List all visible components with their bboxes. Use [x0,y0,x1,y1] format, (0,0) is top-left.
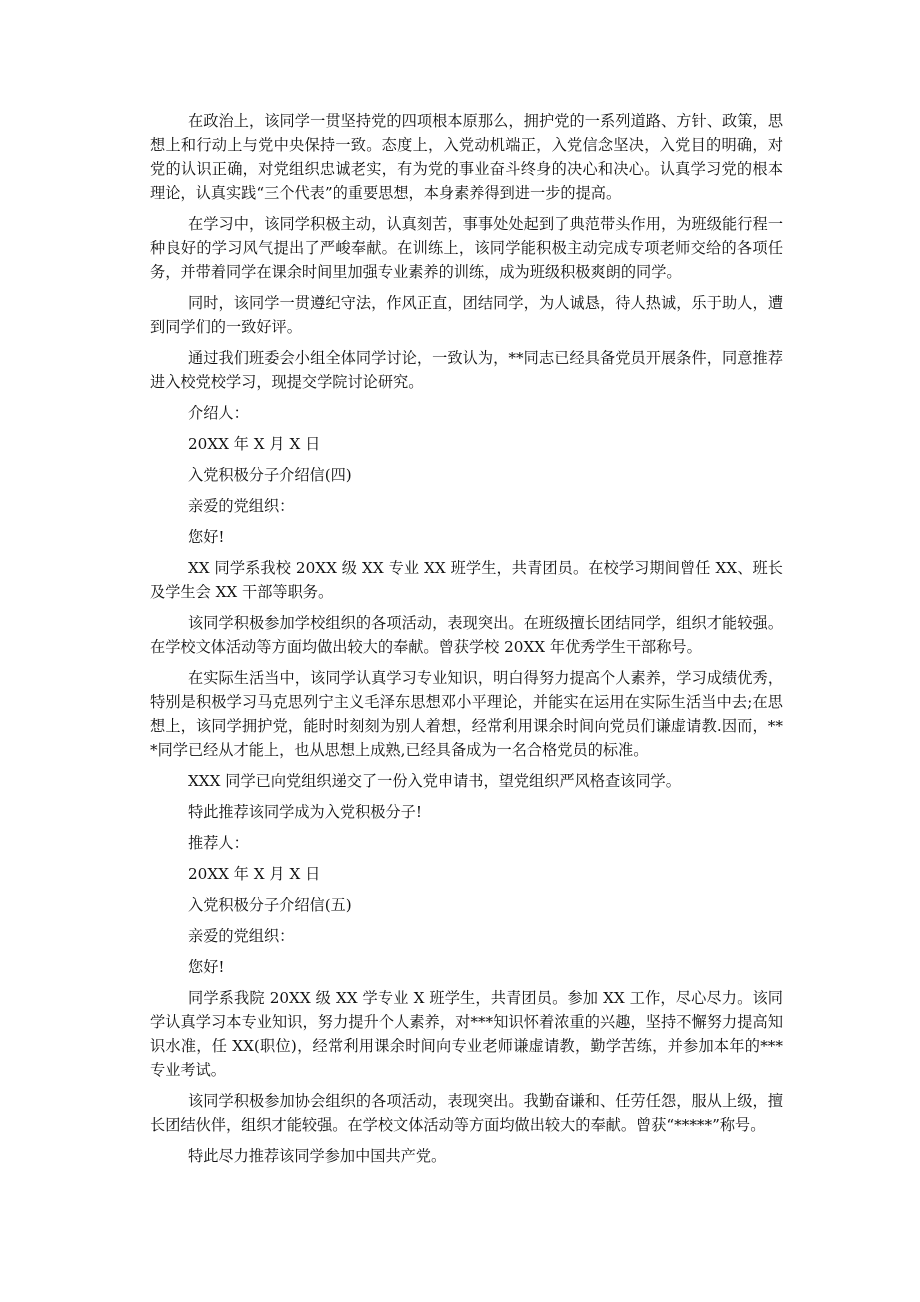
paragraph: 该同学积极参加学校组织的各项活动，表现突出。在班级擅长团结同学，组织才能较强。在学校文体活动等方面均做出较大的奉献。曾获学校 20XX 年优秀学生干部称号。 [150,614,783,656]
paragraph: 在政治上，该同学一贯坚持党的四项根本原那么，拥护党的一系列道路、方针、政策，思想上和行动上与党中央保持一致。态度上，入党动机端正，入党信念坚决，入党目的明确，对党的认识正确，对党组织忠诚老实，有为党的事业奋斗终身的决心和决心。认真学习党的根本理论，认真实践“三个代表”的重要思想，本身素养得到进一步的提高。 [150,112,783,202]
paragraph: 该同学积极参加协会组织的各项活动，表现突出。我勤奋谦和、任劳任怨，服从上级，擅长团结伙伴，组织才能较强。在学校文体活动等方面均做出较大的奉献。曾获“*****”称号。 [150,1092,783,1134]
paragraph: 在学习中，该同学积极主动，认真刻苦，事事处处起到了典范带头作用，为班级能行程一种良好的学习风气提出了严峻奉献。在训练上，该同学能积极主动完成专项老师交给的各项任务，并带着同学在课余时间里加强专业素养的训练，成为班级积极爽朗的同学。 [150,215,783,281]
greeting: 您好! [188,528,225,546]
paragraph: 同时，该同学一贯遵纪守法，作风正直，团结同学，为人诚恳，待人热诚，乐于助人，遭到同学们的一致好评。 [150,294,783,336]
salutation: 亲爱的党组织： [188,927,295,945]
letter-title: 入党积极分子介绍信(四) [188,466,352,484]
document-body [150,109,783,1168]
paragraph: XXX 同学已向党组织递交了一份入党申请书，望党组织严风格查该同学。 [188,772,681,790]
recommender-label: 推荐人： [188,834,249,852]
paragraph: 在实际生活当中，该同学认真学习专业知识，明白得努力提高个人素养，学习成绩优秀，特别是积极学习马克思列宁主义毛泽东思想邓小平理论，并能实在运用在实际生活当中去;在思想上，该同学拥护党，能时时刻刻为别人着想，经常利用课余时间向党员们谦虚请教.因而，***同学已经从才能上，也从思想上成熟,已经具备成为一名合格党员的标准。 [150,669,783,759]
introducer-label: 介绍人： [188,404,249,422]
paragraph: 通过我们班委会小组全体同学讨论，一致认为，**同志已经具备党员开展条件，同意推荐进入校党校学习，现提交学院讨论研究。 [150,349,783,391]
paragraph: 特此推荐该同学成为入党积极分子! [188,803,422,821]
date-line: 20XX 年 X 月 X 日 [188,865,321,883]
paragraph: 同学系我院 20XX 级 XX 学专业 X 班学生，共青团员。参加 XX 工作，尽心尽力。该同学认真学习本专业知识，努力提升个人素养，对***知识怀着浓重的兴趣，坚持不懈努力提高知识水准，任 XX(职位)，经常利用课余时间向专业老师谦虚请教，勤学苦练，并参加本年的***专业考试。 [150,989,783,1079]
closing-line: 特此尽力推荐该同学参加中国共产党。 [188,1147,447,1165]
salutation: 亲爱的党组织： [188,497,295,515]
letter-title: 入党积极分子介绍信(五) [188,896,352,914]
date-line: 20XX 年 X 月 X 日 [188,435,321,453]
paragraph: XX 同学系我校 20XX 级 XX 专业 XX 班学生，共青团员。在校学习期间曾任 XX、班长及学生会 XX 干部等职务。 [150,559,783,601]
greeting: 您好! [188,958,225,976]
